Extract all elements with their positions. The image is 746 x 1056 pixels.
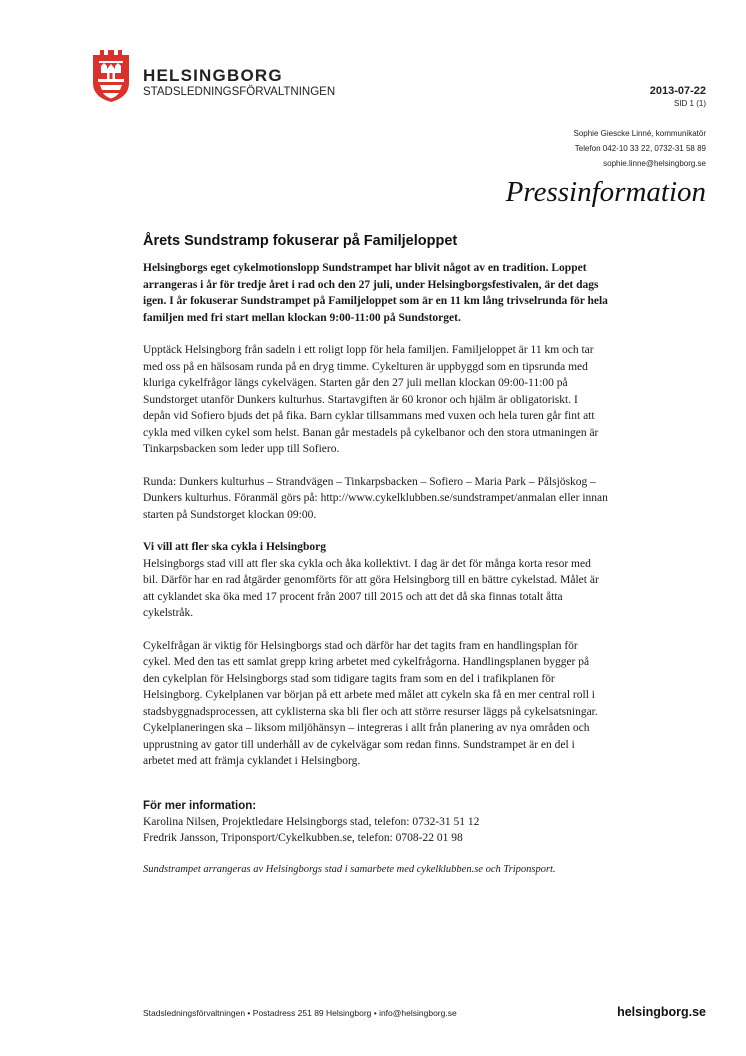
helsingborg-logo [92,49,130,103]
document-meta [650,84,706,109]
article-lead: Helsingborgs eget cykelmotionslopp Sundstrampet har blivit något av en tradition. Loppet arrangeras i år för tredje året i rad och den 27 juli, under Helsingborgsfestivalen, är det dags igen. I år fokuserar Sundstrampet på Familjeloppet som är en 11 km lång trivselrunda för hela familjen med fri start mellan klockan 9:00-11:00 på Sundstorget. [143,262,608,324]
article-paragraph-3: Helsingborgs stad vill att fler ska cykla och åka kollektivt. I dag är det för många korta resor med bil. Därför har en rad åtgärder genomförts för att göra Helsingborg till en bättre cykelstad. Målet är att cyklandet ska öka med 17 procent från 2007 till 2015 och att det då ska finnas totalt åtta cykelstråk. [143,557,599,619]
org-block [143,67,335,99]
article-body [143,232,608,877]
article-paragraph-1: Upptäck Helsingborg från sadeln i ett roligt lopp för hela familjen. Familjeloppet är 11 km och tar med oss på en hälsosam runda på en dryg timme. Cykelturen är uppbyggd som en tipsrunda med kluriga cykelfrågor längs cykelvägen. Starten går den 27 juli mellan klockan 09:00-11:00 på Sundstorget utanför Dunkers kulturhus. Startavgiften är 60 kronor och hjälm är obligatoriskt. I depån vid Sofiero bjuds det på fika. Barn cyklar tillsammans med vuxen och hela turen går fint att cykla med vilken cykel som helst. Banan går mestadels på cykelbanor och den stora utmaningen är Tinkarpsbacken som leder upp till Sofiero. [143,344,599,455]
document-type-heading: Pressinformation [505,176,706,208]
article-paragraph-2: Runda: Dunkers kulturhus – Strandvägen – Tinkarpsbacken – Sofiero – Maria Park – Pålsjöskog – Dunkers kulturhus. Föranmäl görs på: http://www.cykelklubben.se/sundstrampet/anmalan eller innan starten på Sundstorget klockan 09:00. [143,475,608,521]
castle-shield-icon [92,49,130,103]
more-info-heading: För mer information: [143,799,257,812]
footer-website[interactable]: helsingborg.se [617,1005,706,1019]
contact-phone: Telefon 042-10 33 22, 0732-31 58 89 [574,144,706,153]
org-department: STADSLEDNINGSFÖRVALTNINGEN [143,86,336,98]
article-title: Årets Sundstramp fokuserar på Familjeloppet [143,233,458,249]
article-paragraph-4: Cykelfrågan är viktig för Helsingborgs stad och därför har det tagits fram en handlingsplan för cykel. Med den tas ett samlat grepp kring arbetet med cykelfrågorna. Handlingsplanen bygger på den cykelplan för Helsingborgs stad som tidigare tagits fram som en del i trafikplanen för Helsingborg. Cykelplanen var början på ett arbete med målet att cykeln ska få en mer central roll i stadsbyggnadsprocessen, att cyklisterna ska bli fler och att större resurser läggs på cykelsatsningar. Cykelplaneringen ska – liksom miljöhänsyn – integreras i allt från planering av nya områden och upprustning av gator till underhåll av de cykelvägar som redan finns. Sundstrampet är en del i arbetet med att främja cyklandet i Helsingborg. [143,639,598,767]
more-info-contact-1: Karolina Nilsen, Projektledare Helsingborgs stad, telefon: 0732-31 51 12 [143,815,480,828]
contact-name: Sophie Giescke Linné, kommunikatör [573,129,706,138]
page-number: SID 1 (1) [673,99,706,108]
contact-email[interactable]: sophie.linne@helsingborg.se [603,159,706,168]
article-subheading: Vi vill att fler ska cykla i Helsingborg [143,541,327,553]
document-date: 2013-07-22 [649,85,706,97]
org-name: HELSINGBORG [143,66,283,85]
footer-address: Stadsledningsförvaltningen • Postadress 251 89 Helsingborg • info@helsingborg.se [143,1008,457,1018]
more-info-contact-2: Fredrik Jansson, Triponsport/Cykelkubben.se, telefon: 0708-22 01 98 [143,832,463,844]
closing-note: Sundstrampet arrangeras av Helsingborgs stad i samarbete med cykelklubben.se och Triponsport. [143,863,556,875]
press-contact [573,126,706,171]
